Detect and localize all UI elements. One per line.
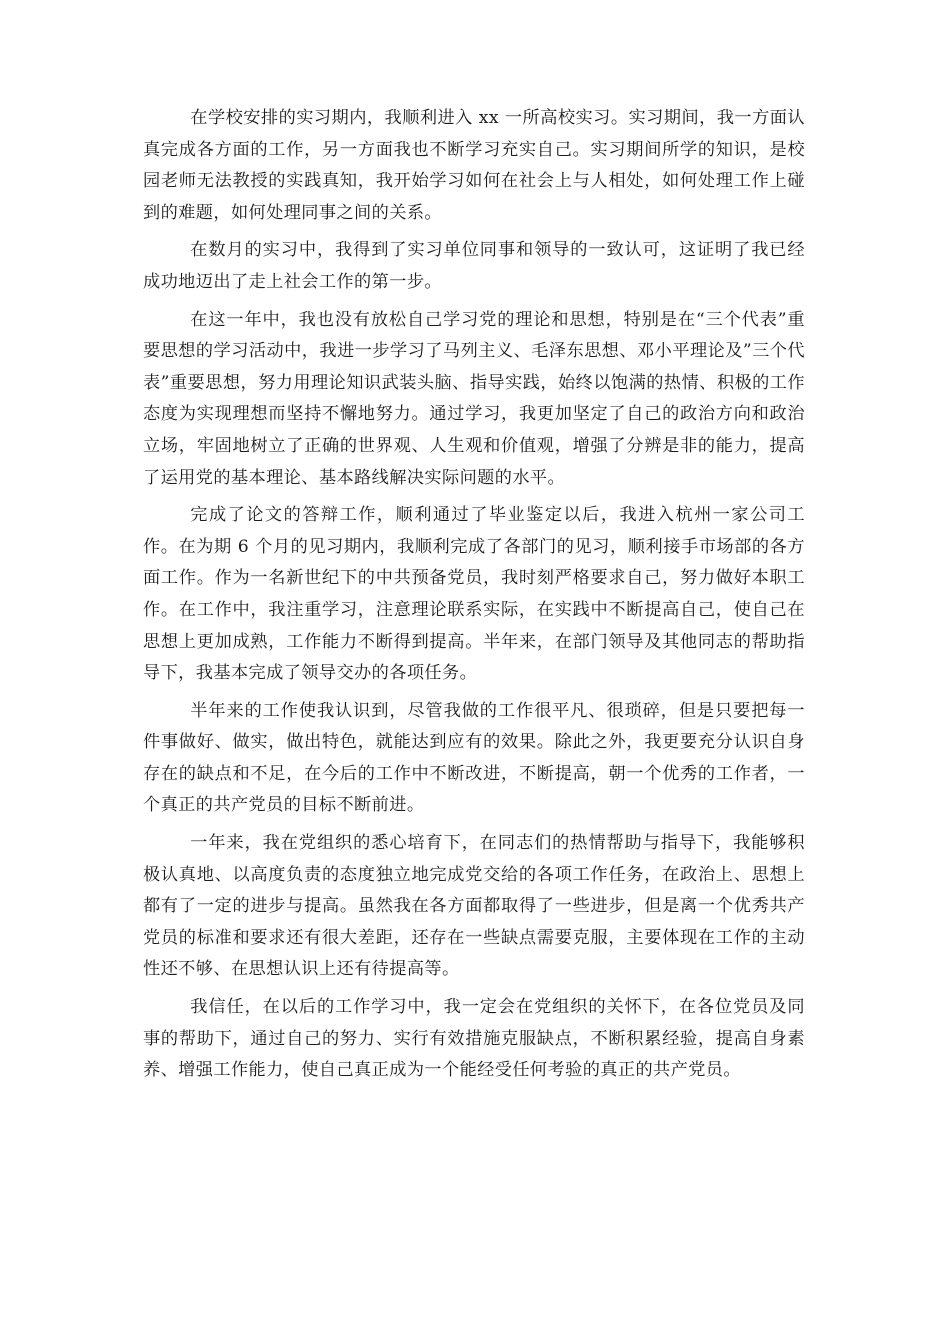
paragraph-half-year: 半年来的工作使我认识到，尽管我做的工作很平凡、很琐碎，但是只要把每一件事做好、做实，做出特色，就能达到应有的效果。除此之外，我更要充分认识自身存在的缺点和不足，在今后的工作中不断改进，不断提高，朝一个优秀的工作者，一个真正的共产党员的目标不断前进。 bbox=[143, 700, 805, 816]
paragraph-one-year: 一年来，我在党组织的悉心培育下，在同志们的热情帮助与指导下，我能够积极认真地、以高度负责的态度独立地完成党交给的各项工作任务，在政治上、思想上都有了一定的进步与提高。虽然我在各方面都取得了一些进步，但是离一个优秀共产党员的标准和要求还有很大差距，还存在一些缺点需要克服，主要体现在工作的主动性还不够、在思想认识上还有待提高等。 bbox=[143, 833, 805, 980]
paragraph-recognition: 在数月的实习中，我得到了实习单位同事和领导的一致认可，这证明了我已经成功地迈出了走上社会工作的第一步。 bbox=[143, 240, 805, 292]
paragraph-conclusion: 我信任，在以后的工作学习中，我一定会在党组织的关怀下，在各位党员及同事的帮助下，通过自己的努力、实行有效措施克服缺点，不断积累经验，提高自身素养、增强工作能力，使自己真正成为一个能经受任何考验的真正的共产党员。 bbox=[143, 997, 805, 1081]
paragraph-theory-study: 在这一年中，我也没有放松自己学习党的理论和思想，特别是在“三个代表”重要思想的学习活动中，我进一步学习了马列主义、毛泽东思想、邓小平理论及”三个代表”重要思想，努力用理论知识武装头脑、指导实践，始终以饱满的热情、积极的工作态度为实现理想而坚持不懈地努力。通过学习，我更加坚定了自己的政治方向和政治立场，牢固地树立了正确的世界观、人生观和价值观，增强了分辨是非的能力，提高了运用党的基本理论、基本路线解决实际问题的水平。 bbox=[143, 309, 805, 488]
paragraph-internship: 在学校安排的实习期内，我顺利进入 xx 一所高校实习。实习期间，我一方面认真完成各方面的工作，另一方面我也不断学习充实自己。实习期间所学的知识，是校园老师无法教授的实践真知，我开始学习如何在社会上与人相处，如何处理工作上碰到的难题，如何处理同事之间的关系。 bbox=[143, 108, 805, 223]
document-page bbox=[143, 103, 805, 1087]
paragraph-company-work: 完成了论文的答辩工作，顺利通过了毕业鉴定以后，我进入杭州一家公司工作。在为期 6 个月的见习期内，我顺利完成了各部门的见习，顺利接手市场部的各方面工作。作为一名新世纪下的中共预备党员，我时刻严格要求自己，努力做好本职工作。在工作中，我注重学习，注意理论联系实际，在实践中不断提高自己，使自己在思想上更加成熟，工作能力不断得到提高。半年来，在部门领导及其他同志的帮助指导下，我基本完成了领导交办的各项任务。 bbox=[143, 505, 805, 684]
